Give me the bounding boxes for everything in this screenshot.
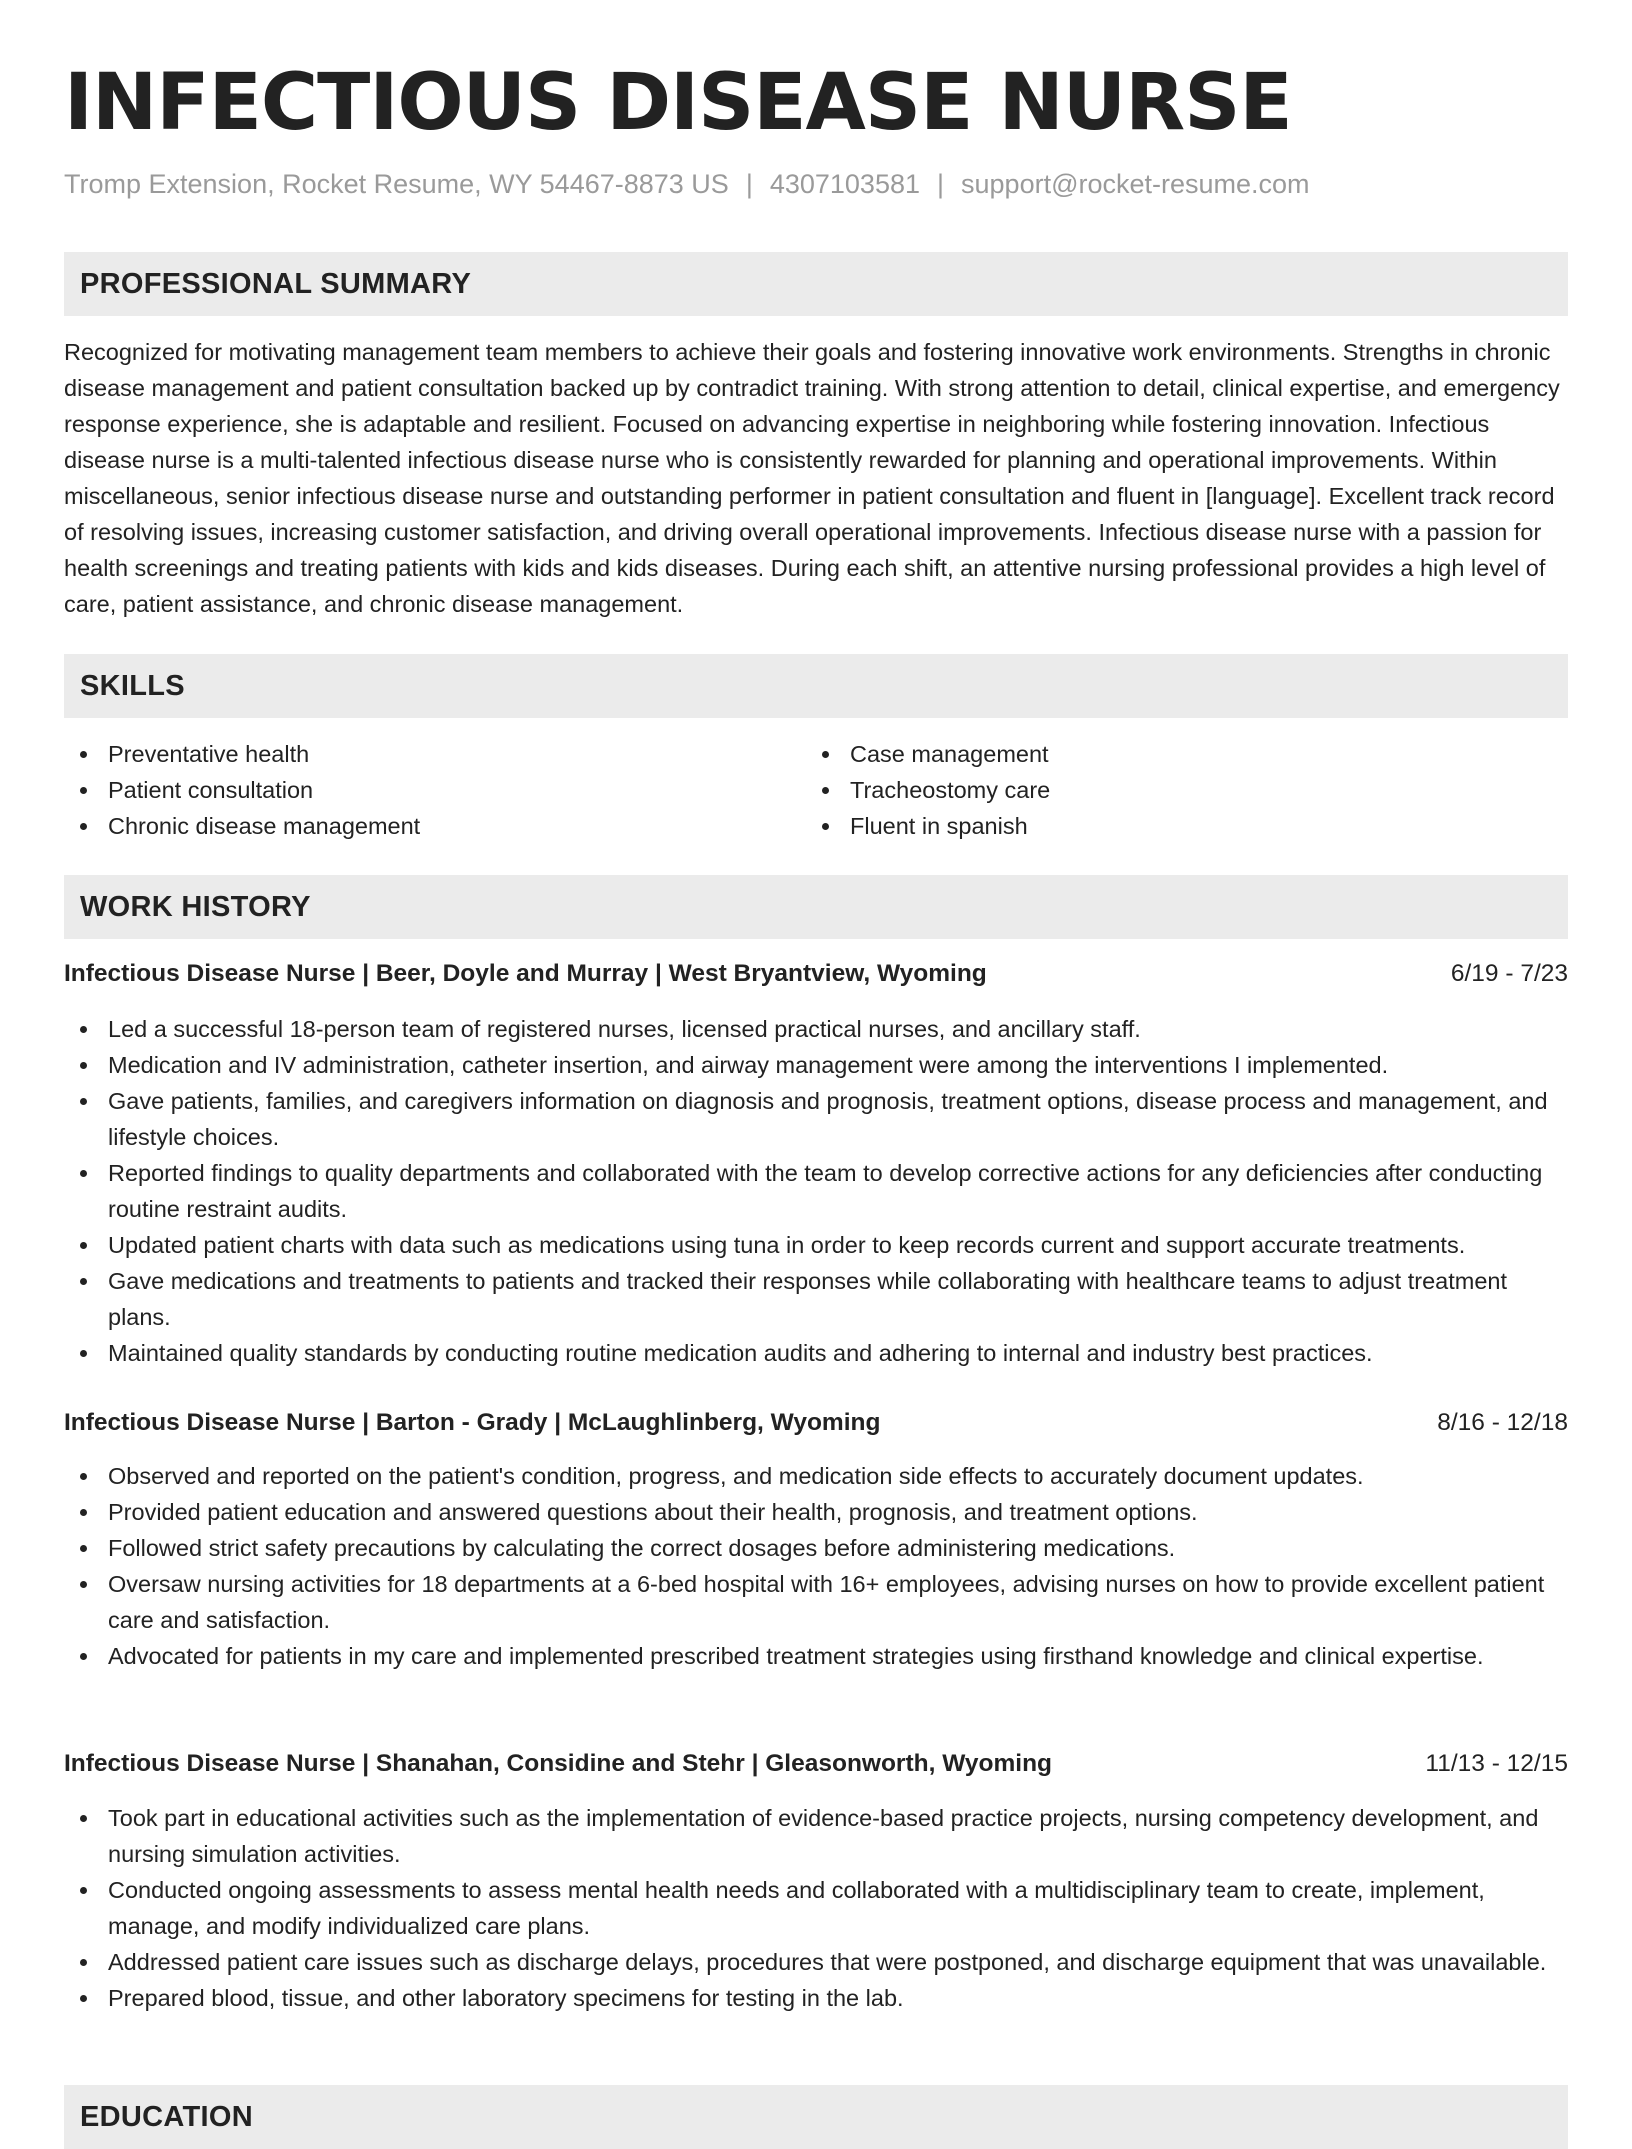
job-dates: 11/13 - 12/15: [1425, 1750, 1568, 1777]
job-title: Infectious Disease Nurse | Beer, Doyle and Murray | West Bryantview, Wyoming: [64, 960, 987, 987]
skill-item: Case management: [806, 736, 1506, 772]
skill-item: Patient consultation: [64, 772, 764, 808]
contact-separator: |: [745, 169, 753, 199]
job-bullet: Gave patients, families, and caregivers information on diagnosis and prognosis, treatment options, disease process and management, and lifestyle choices.: [64, 1083, 1568, 1155]
job-bullet: Gave medications and treatments to patients and tracked their responses while collaborating with healthcare teams to adjust treatment plans.: [64, 1263, 1568, 1335]
skill-item: Preventative health: [64, 736, 764, 772]
job-bullet: Medication and IV administration, catheter insertion, and airway management were among the interventions I implemented.: [64, 1047, 1568, 1083]
resume-name: INFECTIOUS DISEASE NURSE: [64, 58, 1292, 148]
summary-section-header: [64, 252, 1568, 316]
job-dates: 6/19 - 7/23: [1450, 960, 1568, 987]
summary-heading: PROFESSIONAL SUMMARY: [80, 268, 472, 300]
job-bullet-list: [64, 1011, 1568, 1371]
job-bullet: Updated patient charts with data such as medications using tuna in order to keep records current and support accurate treatments.: [64, 1227, 1568, 1263]
job-bullet: Addressed patient care issues such as discharge delays, procedures that were postponed, and discharge equipment that was unavailable.: [64, 1944, 1568, 1980]
contact-line: [64, 166, 1310, 202]
skill-item: Chronic disease management: [64, 808, 764, 844]
job-bullet: Led a successful 18-person team of registered nurses, licensed practical nurses, and ancillary staff.: [64, 1011, 1568, 1047]
contact-email: support@rocket-resume.com: [961, 169, 1310, 199]
job-bullet: Maintained quality standards by conducting routine medication audits and adhering to internal and industry best practices.: [64, 1335, 1568, 1371]
job-bullet: Reported findings to quality departments and collaborated with the team to develop corrective actions for any deficiencies after conducting routine restraint audits.: [64, 1155, 1568, 1227]
job-title: Infectious Disease Nurse | Barton - Grady | McLaughlinberg, Wyoming: [64, 1409, 881, 1436]
skill-item: Fluent in spanish: [806, 808, 1506, 844]
job-dates: 8/16 - 12/18: [1437, 1409, 1568, 1436]
skills-section-header: [64, 654, 1568, 718]
work-history-heading: WORK HISTORY: [80, 891, 311, 923]
job-bullet: Observed and reported on the patient's condition, progress, and medication side effects to accurately document updates.: [64, 1458, 1568, 1494]
education-section-header: [64, 2085, 1568, 2149]
job-bullet: Provided patient education and answered questions about their health, prognosis, and treatment options.: [64, 1494, 1568, 1530]
job-bullet: Followed strict safety precautions by calculating the correct dosages before administering medications.: [64, 1530, 1568, 1566]
skill-item: Tracheostomy care: [806, 772, 1506, 808]
contact-address: Tromp Extension, Rocket Resume, WY 54467-8873 US: [64, 169, 729, 199]
skills-heading: SKILLS: [80, 670, 185, 702]
job-bullet-list: [64, 1800, 1568, 2016]
contact-phone: 4307103581: [769, 169, 920, 199]
skills-list-left: [64, 736, 764, 844]
work-history-section-header: [64, 875, 1568, 939]
skills-list-right: [806, 736, 1506, 844]
job-bullet: Oversaw nursing activities for 18 departments at a 6-bed hospital with 16+ employees, advising nurses on how to provide excellent patient care and satisfaction.: [64, 1566, 1568, 1638]
contact-separator: |: [937, 169, 945, 199]
job-bullet-list: [64, 1458, 1568, 1674]
job-bullet: Advocated for patients in my care and implemented prescribed treatment strategies using firsthand knowledge and clinical expertise.: [64, 1638, 1568, 1674]
summary-text: Recognized for motivating management team members to achieve their goals and fostering innovative work environments. Strengths in chronic disease management and patient consultation backed up by contradict training. With strong attention to detail, clinical expertise, and emergency response experience, she is adaptable and resilient. Focused on advancing expertise in neighboring while fostering innovation. Infectious disease nurse is a multi-talented infectious disease nurse who is consistently rewarded for planning and operational improvements. Within miscellaneous, senior infectious disease nurse and outstanding performer in patient consultation and fluent in [language]. Excellent track record of resolving issues, increasing customer satisfaction, and driving overall operational improvements. Infectious disease nurse with a passion for health screenings and treating patients with kids and kids diseases. During each shift, an attentive nursing professional provides a high level of care, patient assistance, and chronic disease management.: [64, 339, 1560, 617]
job-bullet: Took part in educational activities such as the implementation of evidence-based practice projects, nursing competency development, and nursing simulation activities.: [64, 1800, 1568, 1872]
education-heading: EDUCATION: [80, 2101, 253, 2133]
job-bullet: Prepared blood, tissue, and other laboratory specimens for testing in the lab.: [64, 1980, 1568, 2016]
job-bullet: Conducted ongoing assessments to assess mental health needs and collaborated with a multidisciplinary team to create, implement, manage, and modify individualized care plans.: [64, 1872, 1568, 1944]
job-title: Infectious Disease Nurse | Shanahan, Considine and Stehr | Gleasonworth, Wyoming: [64, 1750, 1053, 1777]
